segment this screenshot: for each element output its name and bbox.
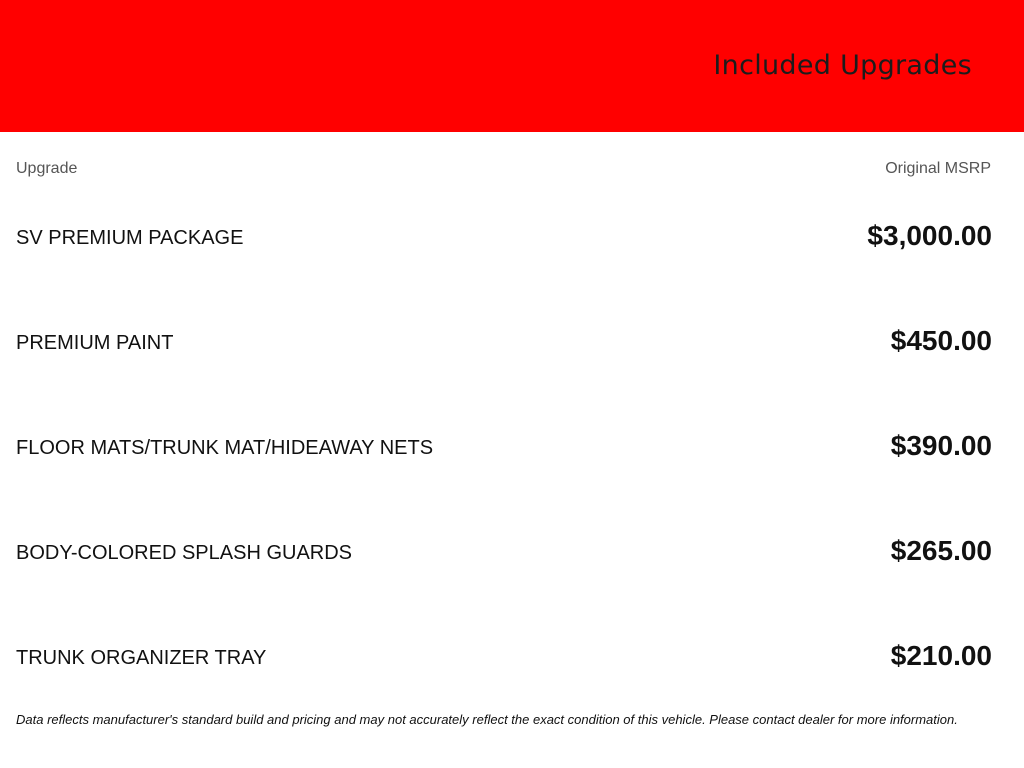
upgrade-price: $450.00 (890, 325, 992, 356)
upgrade-name: TRUNK ORGANIZER TRAY (16, 647, 267, 669)
upgrade-price: $390.00 (890, 430, 992, 461)
upgrade-row (16, 200, 992, 305)
page-title: Included Upgrades (713, 50, 972, 81)
upgrade-price: $210.00 (890, 640, 992, 671)
upgrade-name: FLOOR MATS/TRUNK MAT/HIDEAWAY NETS (16, 437, 434, 459)
upgrade-row (16, 515, 992, 620)
upgrade-name: PREMIUM PAINT (16, 332, 174, 354)
disclaimer-text: Data reflects manufacturer's standard build and pricing and may not accurately reflect the exact condition of this vehicle. Please contact dealer for more information. (16, 712, 958, 727)
upgrade-price: $3,000.00 (867, 220, 992, 251)
upgrade-name: SV PREMIUM PACKAGE (16, 227, 244, 249)
msrp-column-header: Original MSRP (885, 160, 991, 177)
header-banner (0, 0, 1024, 132)
upgrade-list (16, 200, 992, 725)
upgrade-column-header: Upgrade (16, 160, 78, 177)
upgrade-row (16, 620, 992, 725)
upgrade-row (16, 305, 992, 410)
upgrade-price: $265.00 (890, 535, 992, 566)
table-header (16, 160, 991, 182)
upgrade-row (16, 410, 992, 515)
upgrade-name: BODY-COLORED SPLASH GUARDS (16, 542, 353, 564)
